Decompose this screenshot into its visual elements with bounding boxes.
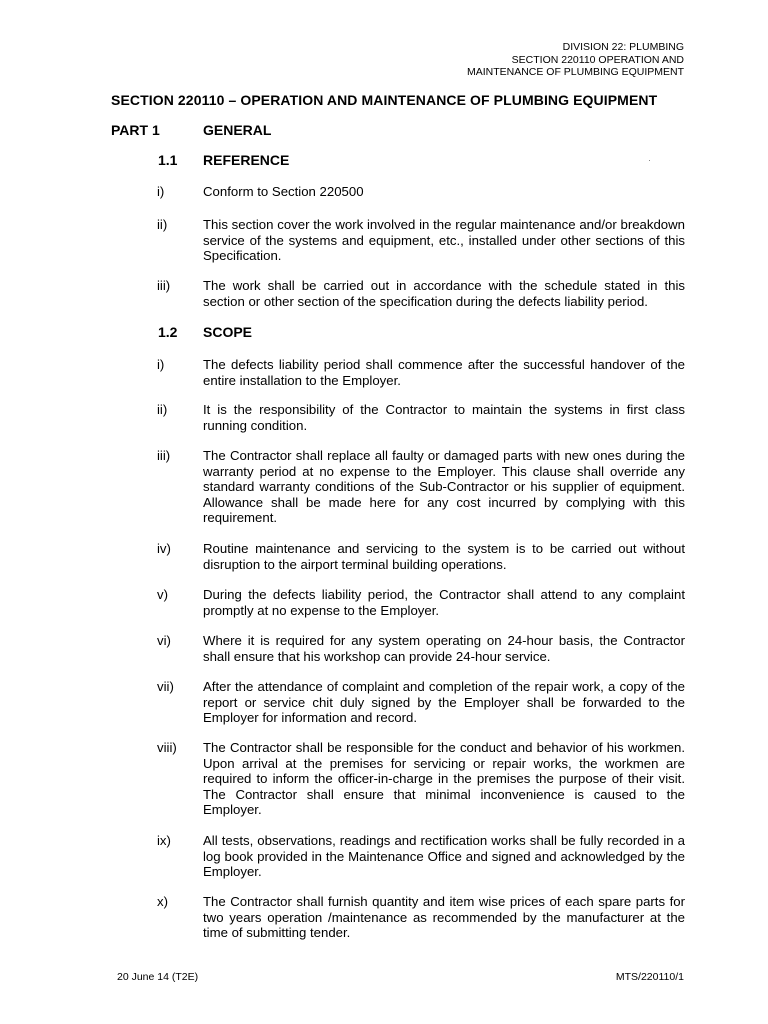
list-item [157, 633, 685, 664]
list-item [157, 448, 685, 526]
item-text: Where it is required for any system operating on 24-hour basis, the Contractor shall ensure that his workshop can provide 24-hour service. [203, 633, 685, 664]
item-label: ii) [157, 217, 168, 232]
list-item [157, 217, 685, 264]
list-item [157, 833, 685, 880]
item-text: The Contractor shall replace all faulty or damaged parts with new ones during the warranty period at no expense to the Employer. This clause shall override any standard warranty conditions of the Sub-Contractor or his supplier of equipment. Allowance shall be made here for any cost incurred by complying with this requirement. [203, 448, 685, 525]
item-label: vii) [157, 679, 174, 694]
section-heading-reference [158, 152, 289, 168]
item-text: All tests, observations, readings and rectification works shall be fully recorded in a log book provided in the Maintenance Office and signed and acknowledged by the Employer. [203, 833, 685, 879]
part-number: PART 1 [111, 122, 160, 138]
section-number: 1.2 [158, 324, 178, 340]
list-item [157, 740, 685, 818]
stray-mark [649, 160, 650, 161]
item-text: It is the responsibility of the Contractor to maintain the systems in first class running condition. [203, 402, 685, 433]
item-label: vi) [157, 633, 171, 648]
section-title: REFERENCE [203, 152, 290, 168]
list-item [157, 541, 685, 572]
item-label: i) [157, 357, 165, 372]
header-subject: MAINTENANCE OF PLUMBING EQUIPMENT [466, 66, 684, 78]
item-text: After the attendance of complaint and completion of the repair work, a copy of the report or service chit duly signed by the Employer shall be forwarded to the Employer for information and record. [203, 679, 685, 725]
document-title: SECTION 220110 – OPERATION AND MAINTENANCE OF PLUMBING EQUIPMENT [111, 92, 658, 108]
list-item [157, 184, 685, 200]
item-label: iv) [157, 541, 171, 556]
list-item [157, 587, 685, 618]
item-label: x) [157, 894, 168, 909]
section-number: 1.1 [158, 152, 178, 168]
footer-date: 20 June 14 (T2E) [117, 971, 199, 983]
part-label: GENERAL [203, 122, 272, 138]
header-section: SECTION 220110 OPERATION AND [511, 53, 684, 66]
list-item [157, 357, 685, 388]
item-label: ix) [157, 833, 171, 848]
item-text: This section cover the work involved in the regular maintenance and/or breakdown service of the systems and equipment, etc., installed under other sections of this Specification. [203, 217, 685, 263]
item-label: viii) [157, 740, 177, 755]
item-text: During the defects liability period, the Contractor shall attend to any complaint promptly at no expense to the Employer. [203, 587, 685, 618]
header-division: DIVISION 22: PLUMBING [562, 41, 684, 53]
list-item [157, 679, 685, 726]
item-text: Conform to Section 220500 [203, 184, 364, 199]
item-text: The defects liability period shall commence after the successful handover of the entire installation to the Employer. [203, 357, 685, 388]
item-label: ii) [157, 402, 168, 417]
item-text: The Contractor shall be responsible for the conduct and behavior of his workmen. Upon arrival at the premises for servicing or repair works, the workmen are required to inform the officer-in-charge in the premises the purpose of their visit. The Contractor shall ensure that minimal inconvenience is caused to the Employer. [203, 740, 685, 817]
list-item [157, 894, 685, 941]
item-text: The work shall be carried out in accordance with the schedule stated in this section or other section of the specification during the defects liability period. [203, 278, 685, 309]
section-heading-scope [158, 324, 252, 340]
item-label: v) [157, 587, 168, 602]
item-text: The Contractor shall furnish quantity and item wise prices of each spare parts for two years operation /maintenance as recommended by the manufacturer at the time of submitting tender. [203, 894, 685, 940]
item-label: iii) [157, 278, 171, 293]
item-text: Routine maintenance and servicing to the system is to be carried out without disruption to the airport terminal building operations. [203, 541, 685, 572]
item-label: i) [157, 184, 165, 199]
section-title: SCOPE [203, 324, 253, 340]
footer-page-number: MTS/220110/1 [615, 971, 684, 983]
list-item [157, 402, 685, 433]
page-header [467, 41, 684, 79]
part-heading [111, 122, 271, 138]
item-label: iii) [157, 448, 171, 463]
list-item [157, 278, 685, 309]
